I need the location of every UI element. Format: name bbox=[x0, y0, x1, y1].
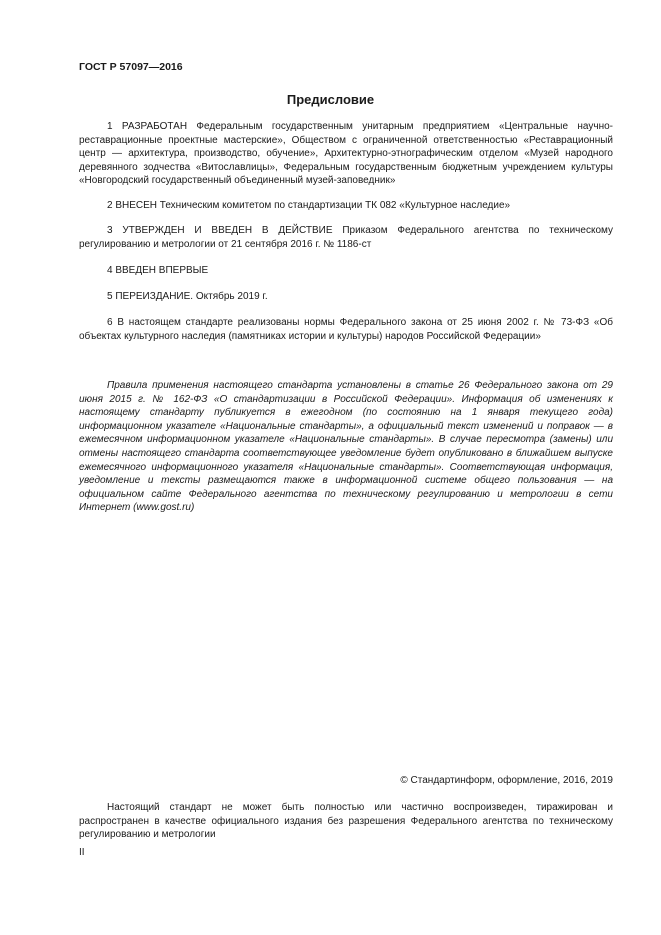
foreword-item-2 bbox=[79, 199, 613, 213]
legal-notice bbox=[79, 379, 613, 515]
legal-notice-text: Правила применения настоящего стандарта установлены в статье 26 Федерального закона от 29 июня 2015 г. № 162-ФЗ «О стандартизации в Российской Федерации». Информация об изменениях к настоящему стандарту публикуется в ежегодном (по состоянию на 1 января текущего года) информационном указателе «Национальные стандарты», а официальный текст изменений и поправок — в ежемесячном информационном указателе «Национальные стандарты». В случае пересмотра (замены) или отмены настоящего стандарта соответствующее уведомление будет опубликовано в ближайшем выпуске ежемесячного информационного указателя «Национальные стандарты». Соответствующая информация, уведомление и тексты размещаются также в информационной системе общего пользования — на официальном сайте Федерального агентства по техническому регулированию и метрологии в сети Интернет (www.gost.ru) bbox=[79, 380, 613, 514]
foreword-item-3 bbox=[79, 224, 613, 251]
page-number: II bbox=[79, 847, 85, 858]
section-title: Предисловие bbox=[286, 92, 375, 107]
foreword-item-6 bbox=[79, 316, 613, 343]
foreword-item-text: 6 В настоящем стандарте реализованы нормы Федерального закона от 25 июня 2002 г. № 73-ФЗ «Об объектах культурного наследия (памятниках истории и культуры) народов Российской Федерации» bbox=[79, 317, 613, 342]
foreword-item-text: 1 РАЗРАБОТАН Федеральным государственным унитарным предприятием «Центральные научно-реставрационные проектные мастерские», Обществом с ограниченной ответственностью «Реставрационный центр — архитектура, производство, обучение», Архитектурно-этнографическим отделом «Музей народного деревянного зодчества «Витославлицы», Федеральным государственным бюджетным учреждением культуры «Новгородский государственный объединенный музей-заповедник» bbox=[79, 121, 613, 187]
foreword-item-text: 2 ВНЕСЕН Техническим комитетом по стандартизации ТК 082 «Культурное наследие» bbox=[107, 200, 511, 211]
reproduction-notice bbox=[79, 801, 613, 842]
foreword-item-text: 3 УТВЕРЖДЕН И ВВЕДЕН В ДЕЙСТВИЕ Приказом Федерального агентства по техническому регулированию и метрологии от 21 сентября 2016 г. № 1186-ст bbox=[79, 225, 613, 250]
foreword-item-5 bbox=[79, 290, 613, 304]
foreword-item-text: 5 ПЕРЕИЗДАНИЕ. Октябрь 2019 г. bbox=[107, 291, 268, 302]
reproduction-notice-text: Настоящий стандарт не может быть полностью или частично воспроизведен, тиражирован и распространен в качестве официального издания без разрешения Федерального агентства по техническому регулированию и метрологии bbox=[79, 802, 613, 841]
copyright-line: © Стандартинформ, оформление, 2016, 2019 bbox=[400, 775, 613, 786]
foreword-item-text: 4 ВВЕДЕН ВПЕРВЫЕ bbox=[107, 265, 209, 276]
document-number: ГОСТ Р 57097—2016 bbox=[79, 61, 183, 73]
foreword-item-1 bbox=[79, 120, 613, 188]
foreword-item-4 bbox=[79, 264, 613, 278]
